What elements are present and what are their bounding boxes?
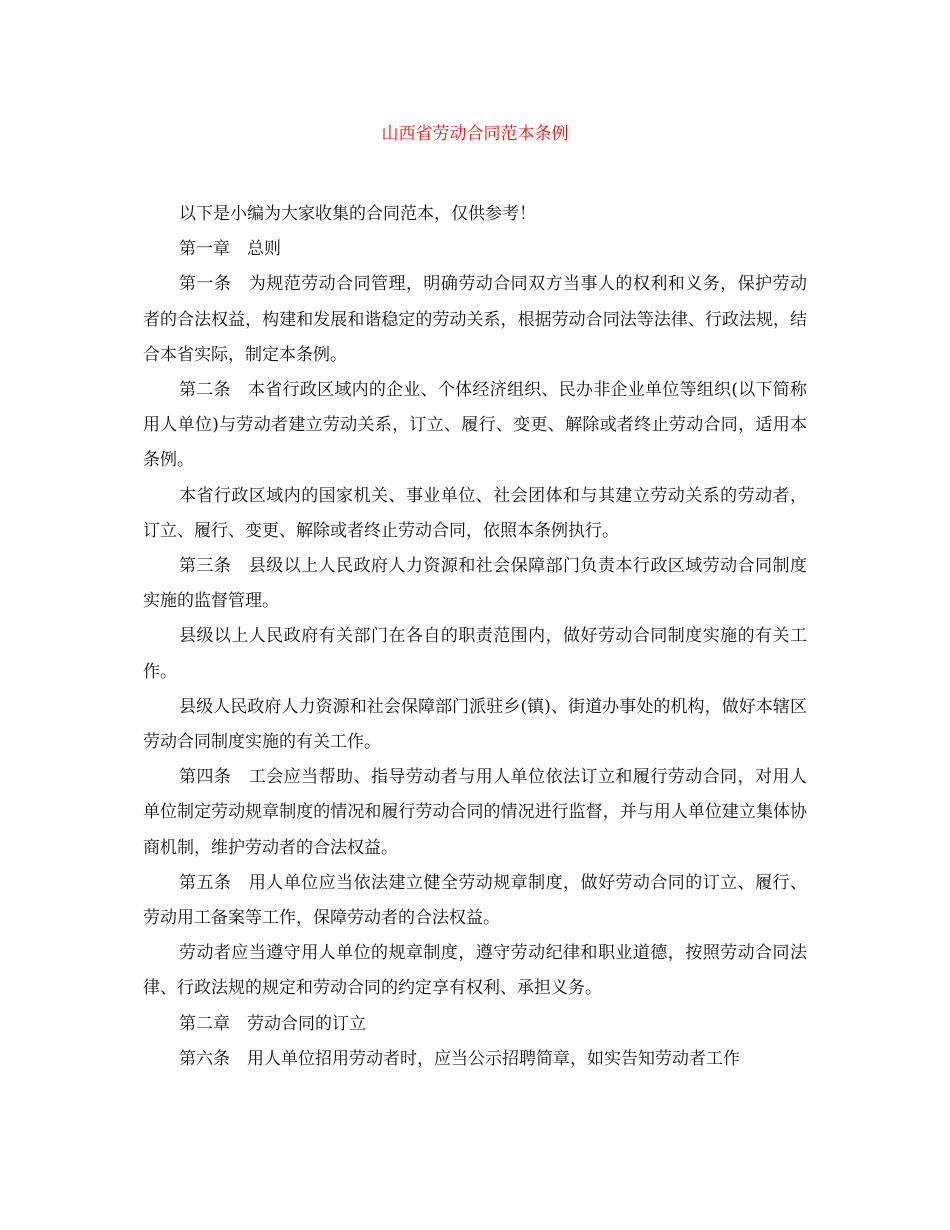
chapter-heading: 第二章 劳动合同的订立 [179,1013,366,1034]
article-paragraph: 县级人民政府人力资源和社会保障部门派驻乡(镇)、街道办事处的机构，做好本辖区劳动合同制度实施的有关工作。 [143,696,807,753]
chapter-heading: 第一章 总则 [179,239,281,260]
article-paragraph: 劳动者应当遵守用人单位的规章制度，遵守劳动纪律和职业道德，按照劳动合同法律、行政法规的规定和劳动合同的约定享有权利、承担义务。 [143,943,807,999]
article-paragraph: 第三条 县级以上人民政府人力资源和社会保障部门负责本行政区域劳动合同制度实施的监督管理。 [143,556,807,612]
article-paragraph: 第四条 工会应当帮助、指导劳动者与用人单位依法订立和履行劳动合同，对用人单位制定劳动规章制度的情况和履行劳动合同的情况进行监督，并与用人单位建立集体协商机制，维护劳动者的合法权益。 [143,767,807,858]
article-paragraph: 第六条 用人单位招用劳动者时，应当公示招聘简章，如实告知劳动者工作 [179,1048,740,1069]
article-paragraph: 第一条 为规范劳动合同管理，明确劳动合同双方当事人的权利和义务，保护劳动者的合法权益，构建和发展和谐稳定的劳动关系，根据劳动合同法等法律、行政法规，结合本省实际，制定本条例。 [143,274,807,365]
article-paragraph: 县级以上人民政府有关部门在各自的职责范围内，做好劳动合同制度实施的有关工作。 [143,626,807,682]
article-paragraph: 本省行政区域内的国家机关、事业单位、社会团体和与其建立劳动关系的劳动者，订立、履行、变更、解除或者终止劳动合同，依照本条例执行。 [143,485,807,541]
document-title: 山西省劳动合同范本条例 [381,124,569,144]
article-paragraph: 第二条 本省行政区域内的企业、个体经济组织、民办非企业单位等组织(以下简称用人单位)与劳动者建立劳动关系，订立、履行、变更、解除或者终止劳动合同，适用本条例。 [143,380,807,471]
article-paragraph: 第五条 用人单位应当依法建立健全劳动规章制度，做好劳动合同的订立、履行、劳动用工备案等工作，保障劳动者的合法权益。 [143,872,807,929]
intro-paragraph: 以下是小编为大家收集的合同范本，仅供参考！ [179,204,536,224]
document-body [143,197,807,1077]
